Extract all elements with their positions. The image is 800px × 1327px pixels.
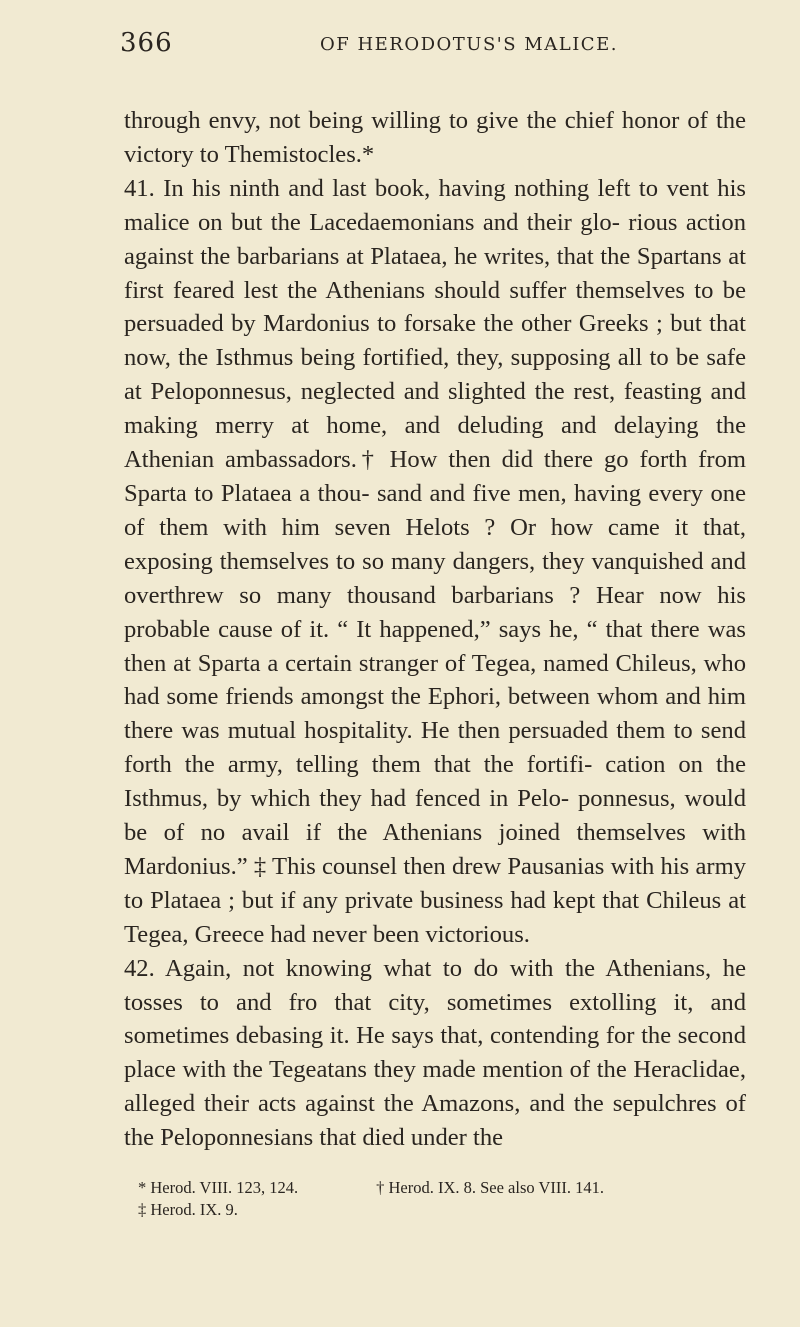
page-number: 366 xyxy=(120,28,173,58)
body-text xyxy=(124,104,746,1155)
paragraph-continuation: through envy, not being willing to give the chief honor of the victory to Themistocles.* xyxy=(124,107,746,168)
footnote-star: * Herod. VIII. 123, 124. xyxy=(138,1178,299,1198)
footnote-dagger: † Herod. IX. 8. See also VIII. 141. xyxy=(376,1178,604,1198)
running-title: OF HERODOTUS'S MALICE. xyxy=(320,34,618,55)
paragraph-section-41: 41. In his ninth and last book, having nothing left to vent his malice on but the Lacedaemonians and their glo- rious action against the barbarians at Plataea, he writes, that the Spartans at first feared lest the Athenians should suffer themselves to be persuaded by Mardonius to forsake the other Greeks ; but that now, the Isthmus being fortified, they, supposing all to be safe at Peloponnesus, neglected and slighted the rest, feasting and making merry at home, and deluding and delaying the Athenian ambassadors.† How then did there go forth from Sparta to Plataea a thou- sand and five men, having every one of them with him seven Helots ? Or how came it that, exposing themselves to so many dangers, they vanquished and overthrew so many thousand barbarians ? Hear now his probable cause of it. “ It happened,” says he, “ that there was then at Sparta a certain stranger of Tegea, named Chileus, who had some friends amongst the Ephori, between whom and him there was mutual hospitality. He then persuaded them to send forth the army, telling them that the fortifi- cation on the Isthmus, by which they had fenced in Pelo- ponnesus, would be of no avail if the Athenians joined themselves with Mardonius.” ‡ This counsel then drew Pausanias with his army to Plataea ; but if any private business had kept that Chileus at Tegea, Greece had never been victorious. xyxy=(124,174,746,948)
paragraph-section-42: 42. Again, not knowing what to do with the Athenians, he tosses to and fro that city, sometimes extolling it, and sometimes debasing it. He says that, contending for the second place with the Tegeatans they made mention of the Heraclidae, alleged their acts against the Amazons, and the sepulchres of the Peloponnesians that died under the xyxy=(124,954,746,1152)
footnotes xyxy=(124,1177,758,1221)
page-header xyxy=(120,28,746,68)
footnote-row xyxy=(138,1177,758,1199)
footnote-row xyxy=(138,1199,758,1221)
footnote-gap xyxy=(298,1177,376,1199)
footnote-double-dagger: ‡ Herod. IX. 9. xyxy=(138,1200,238,1220)
